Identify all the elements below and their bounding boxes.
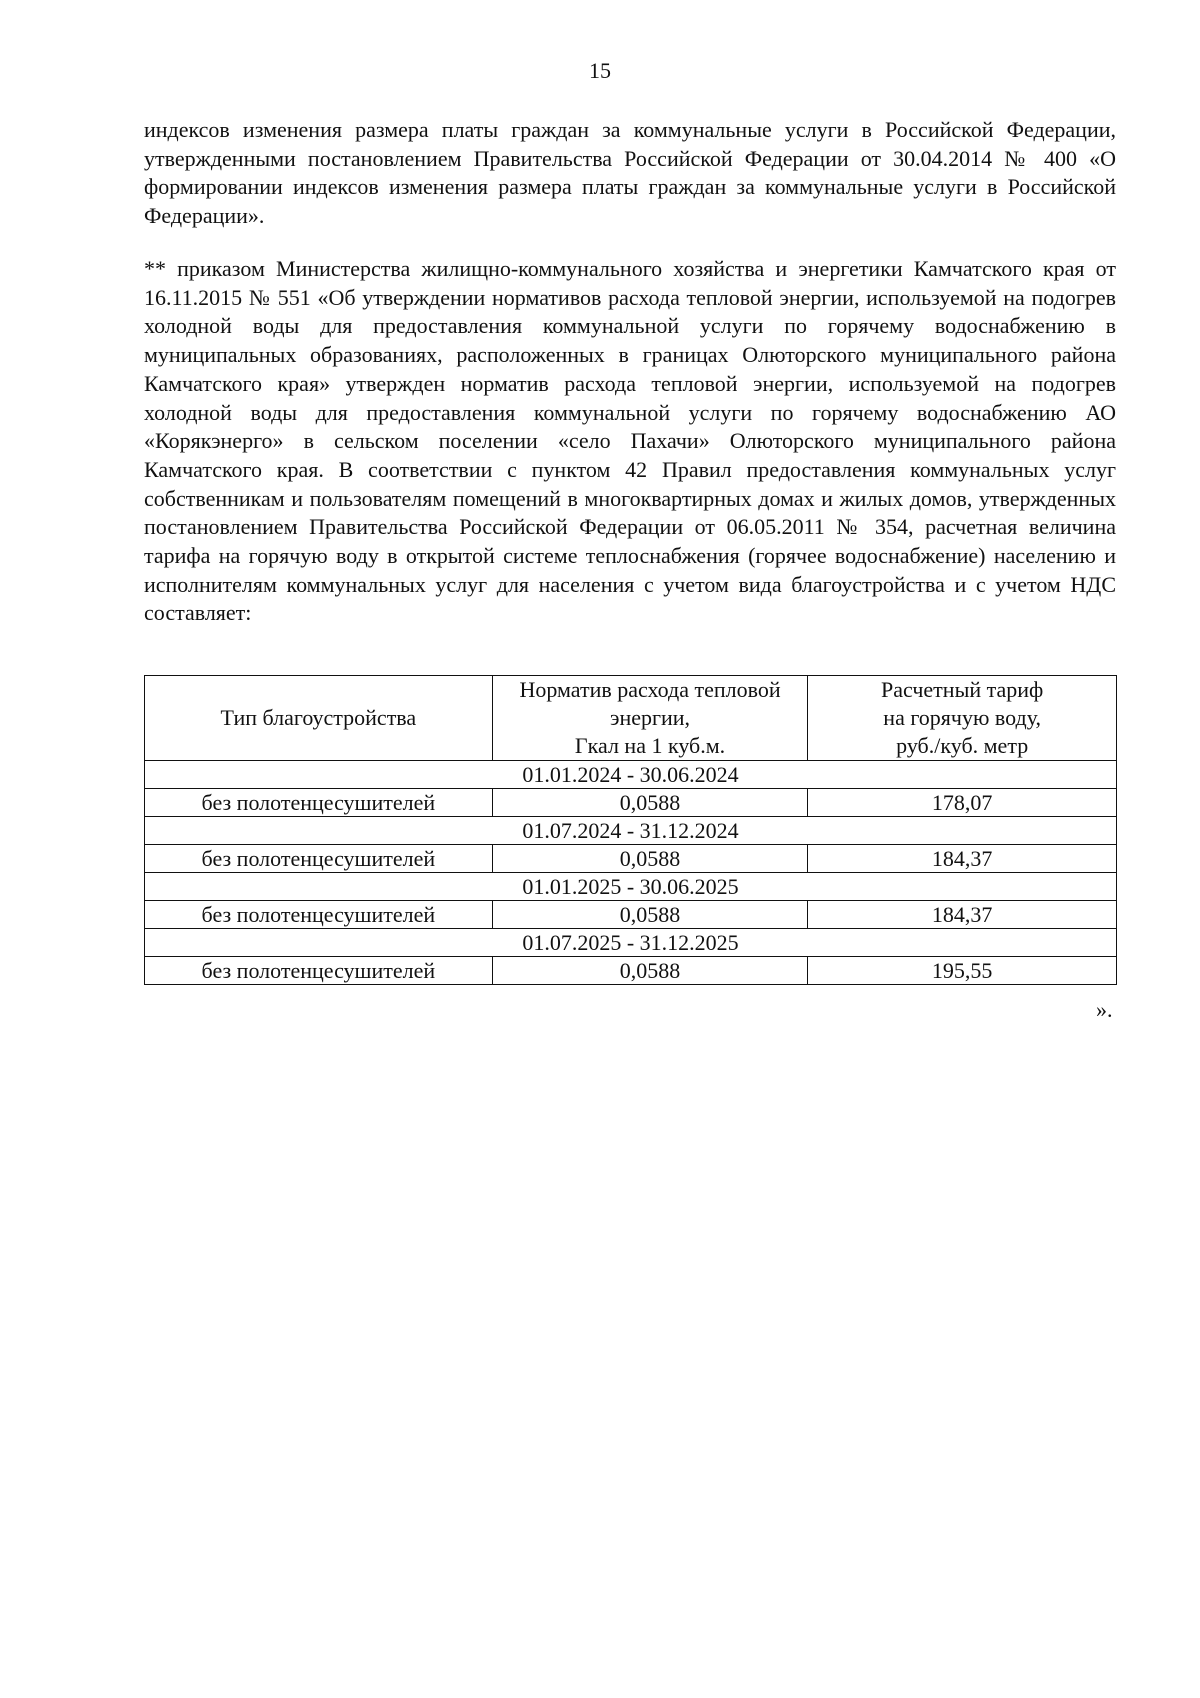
table-header-row xyxy=(145,676,1117,761)
cell-tariff: 178,07 xyxy=(808,789,1117,817)
cell-type: без полотенцесушителей xyxy=(145,901,493,929)
page-number: 15 xyxy=(589,58,611,83)
period-cell: 01.01.2024 - 30.06.2024 xyxy=(145,761,1117,789)
header-tariff xyxy=(808,676,1117,761)
period-cell: 01.07.2025 - 31.12.2025 xyxy=(145,929,1117,957)
cell-tariff: 184,37 xyxy=(808,845,1117,873)
header-tariff-line3: руб./куб. метр xyxy=(896,733,1029,758)
period-row xyxy=(145,761,1117,789)
header-norm xyxy=(492,676,808,761)
cell-type: без полотенцесушителей xyxy=(145,957,493,985)
paragraph-indices: индексов изменения размера платы граждан за коммунальные услуги в Российской Федерации, утвержденными постановлением Правительства Российской Федерации от 30.04.2014 № 400 «О формировании индексов изменения размера платы граждан за коммунальные услуги в Российской Федерации». xyxy=(144,117,1116,229)
cell-tariff: 184,37 xyxy=(808,901,1117,929)
cell-type: без полотенцесушителей xyxy=(145,789,493,817)
period-cell: 01.07.2024 - 31.12.2024 xyxy=(145,817,1117,845)
header-tariff-line2: на горячую воду, xyxy=(883,705,1042,730)
period-row xyxy=(145,929,1117,957)
header-tariff-line1: Расчетный тариф xyxy=(881,677,1044,702)
header-norm-line3: Гкал на 1 куб.м. xyxy=(574,733,726,758)
cell-norm: 0,0588 xyxy=(492,901,808,929)
period-row xyxy=(145,817,1117,845)
header-type xyxy=(145,676,493,761)
period-cell: 01.01.2025 - 30.06.2025 xyxy=(145,873,1117,901)
header-norm-line2: энергии, xyxy=(610,705,691,730)
cell-norm: 0,0588 xyxy=(492,957,808,985)
cell-tariff: 195,55 xyxy=(808,957,1117,985)
closing-quote: ». xyxy=(1096,997,1113,1022)
table-row xyxy=(145,901,1117,929)
table-row xyxy=(145,957,1117,985)
cell-norm: 0,0588 xyxy=(492,789,808,817)
header-norm-line1: Норматив расхода тепловой xyxy=(519,677,781,702)
table-row xyxy=(145,789,1117,817)
paragraph-order-note: ** приказом Министерства жилищно-коммунального хозяйства и энергетики Камчатского края от 16.11.2015 № 551 «Об утверждении нормативов расхода тепловой энергии, используемой на подогрев холодной воды для предоставления коммунальной услуги по горячему водоснабжению в муниципальных образованиях, расположенных в границах Олюторского муниципального района Камчатского края» утвержден норматив расхода тепловой энергии, используемой на подогрев холодной воды для предоставления коммунальной услуги по горячему водоснабжению АО «Корякэнерго» в сельском поселении «село Пахачи» Олюторского муниципального района Камчатского края. В соответствии с пунктом 42 Правил предоставления коммунальных услуг собственникам и пользователям помещений в многоквартирных домах и жилых домов, утвержденных постановлением Правительства Российской Федерации от 06.05.2011 № 354, расчетная величина тарифа на горячую воду в открытой системе теплоснабжения (горячее водоснабжение) населению и исполнителям коммунальных услуг для населения с учетом вида благоустройства и с учетом НДС составляет: xyxy=(144,256,1116,626)
cell-norm: 0,0588 xyxy=(492,845,808,873)
cell-type: без полотенцесушителей xyxy=(145,845,493,873)
tariff-table xyxy=(144,675,1117,985)
header-type-label: Тип благоустройства xyxy=(220,705,417,730)
table-row xyxy=(145,845,1117,873)
period-row xyxy=(145,873,1117,901)
